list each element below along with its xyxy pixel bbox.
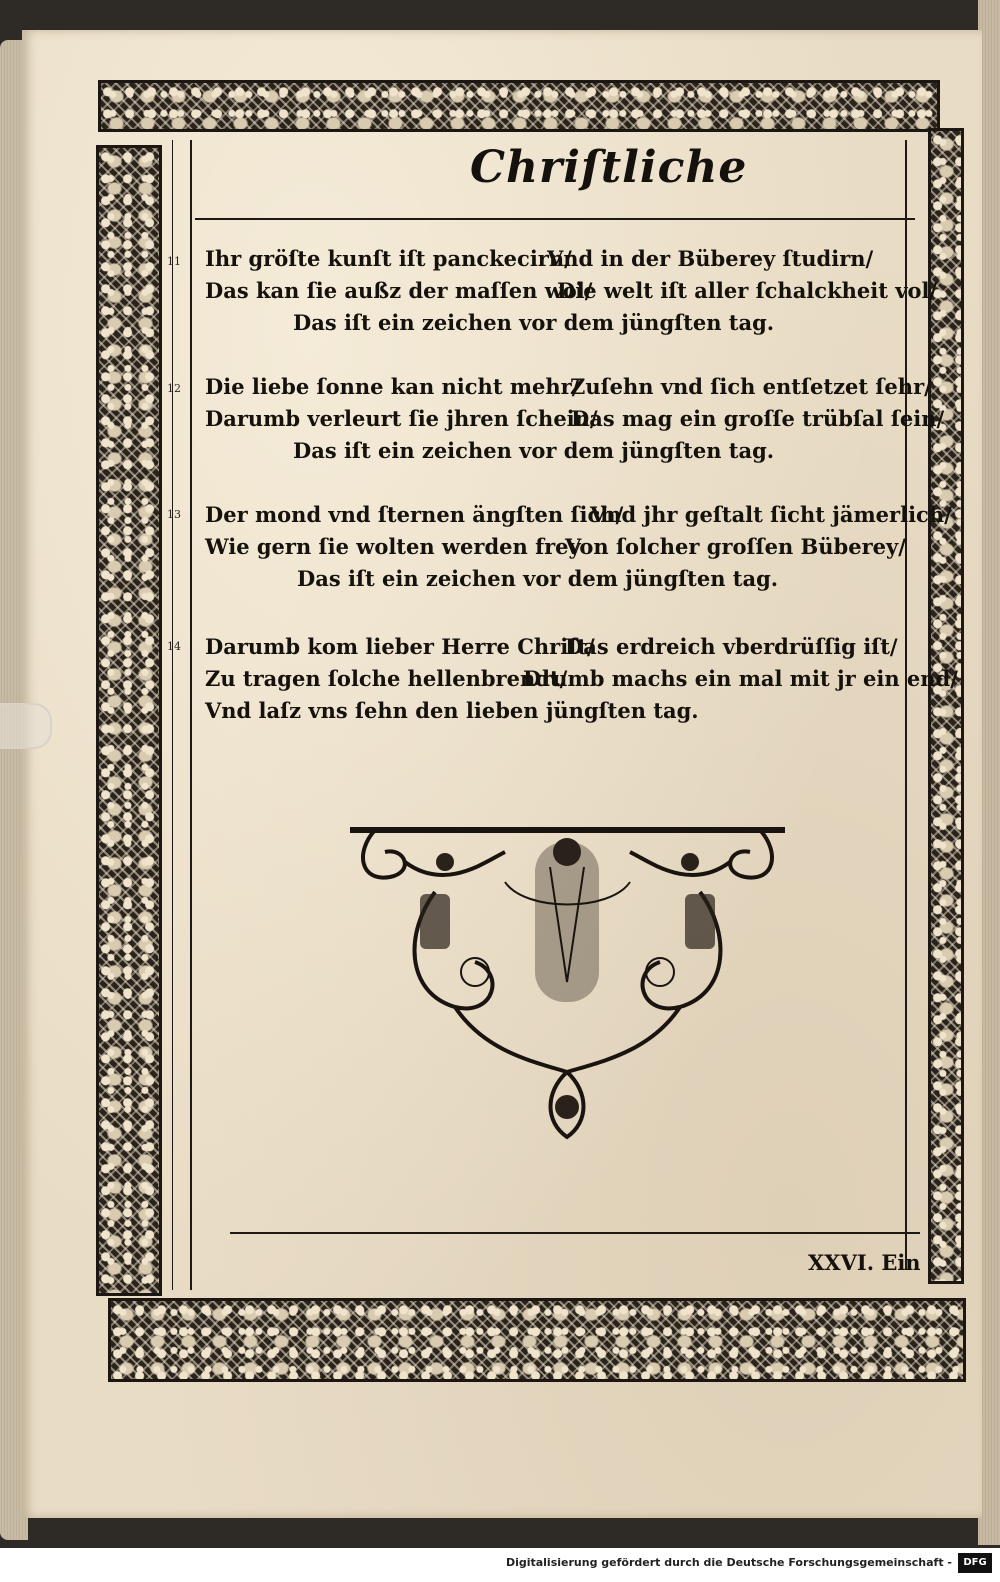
verse-line	[205, 310, 930, 342]
verse-first-half: Darumb kom lieber Herre Chriſt/	[205, 634, 595, 659]
verse-second-half: Die welt iſt aller ſchalckheit vol/	[557, 278, 938, 303]
verse-line	[205, 666, 958, 698]
verse-line	[205, 502, 952, 534]
page-clip	[0, 703, 52, 749]
ornamental-border-bottom	[108, 1298, 966, 1382]
verse-second-half: Das mag ein groſſe trübſal ſein/	[571, 406, 945, 431]
page-title: Chriſtliche	[470, 142, 748, 193]
stanza-number: 12	[167, 382, 181, 395]
ornamental-border-top	[98, 80, 940, 132]
ornament-vignette-icon	[345, 822, 790, 1142]
verse-second-half: Vnd jhr geſtalt ſicht jämerlich/	[590, 502, 952, 527]
verse-line	[205, 406, 945, 438]
stanza	[205, 374, 945, 470]
verse-second-half: Das erdreich vberdrüſſig iſt/	[565, 634, 898, 659]
catchword: XXVI. Ein	[808, 1250, 921, 1275]
footer-rule	[230, 1232, 920, 1234]
verse-line	[205, 374, 930, 406]
verse-second-half: Vnd in der Büberey ſtudirn/	[547, 246, 874, 271]
verse-line	[205, 634, 930, 666]
dfg-logo: DFG	[958, 1553, 992, 1573]
verse-line	[205, 534, 930, 566]
stanza-number: 14	[167, 640, 181, 653]
verse-second-half: Drumb machs ein mal mit jr ein end/	[523, 666, 958, 691]
refrain: Das iſt ein zeichen vor dem jüngſten tag.	[297, 566, 779, 591]
verse-line	[205, 246, 930, 278]
verse-line	[205, 698, 930, 730]
verse-line	[205, 438, 930, 470]
stanza	[205, 246, 938, 342]
verse-first-half: Wie gern ſie wolten werden frey	[205, 534, 581, 559]
header-rule	[195, 218, 915, 220]
verse-line	[205, 566, 930, 598]
verse-first-half: Die liebe ſonne kan nicht mehr/	[205, 374, 580, 399]
refrain: Vnd laſz vns ſehn den lieben jüngſten tag.	[205, 698, 699, 723]
refrain: Das iſt ein zeichen vor dem jüngſten tag.	[293, 310, 775, 335]
refrain: Das iſt ein zeichen vor dem jüngſten tag.	[293, 438, 775, 463]
verse-second-half: Von ſolcher groſſen Büberey/	[565, 534, 906, 559]
verse-first-half: Das kan ſie außz der maſſen wol/	[205, 278, 593, 303]
stanza	[205, 502, 952, 598]
verse-second-half: Zuſehn vnd ſich entſetzet ſehr/	[570, 374, 932, 399]
stanza-number: 13	[167, 508, 181, 521]
stanza	[205, 634, 958, 730]
verse-first-half: Der mond vnd ſternen ängſten ſich/	[205, 502, 624, 527]
footer-bar	[0, 1548, 1000, 1582]
frame-rule-left-inner	[172, 140, 173, 1290]
footer-credit: Digitalisierung gefördert durch die Deutsche Forschungsgemeinschaft -	[505, 1556, 952, 1569]
verse-first-half: Darumb verleurt ſie jhren ſchein/	[205, 406, 598, 431]
verse-line	[205, 278, 938, 310]
ornamental-border-left	[96, 145, 162, 1296]
stanza-number: 11	[167, 255, 181, 268]
frame-rule-left	[190, 140, 192, 1290]
verse-first-half: Zu tragen ſolche hellenbrendt/	[205, 666, 568, 691]
verse-first-half: Ihr gröſte kunſt iſt panckecirn/	[205, 246, 572, 271]
